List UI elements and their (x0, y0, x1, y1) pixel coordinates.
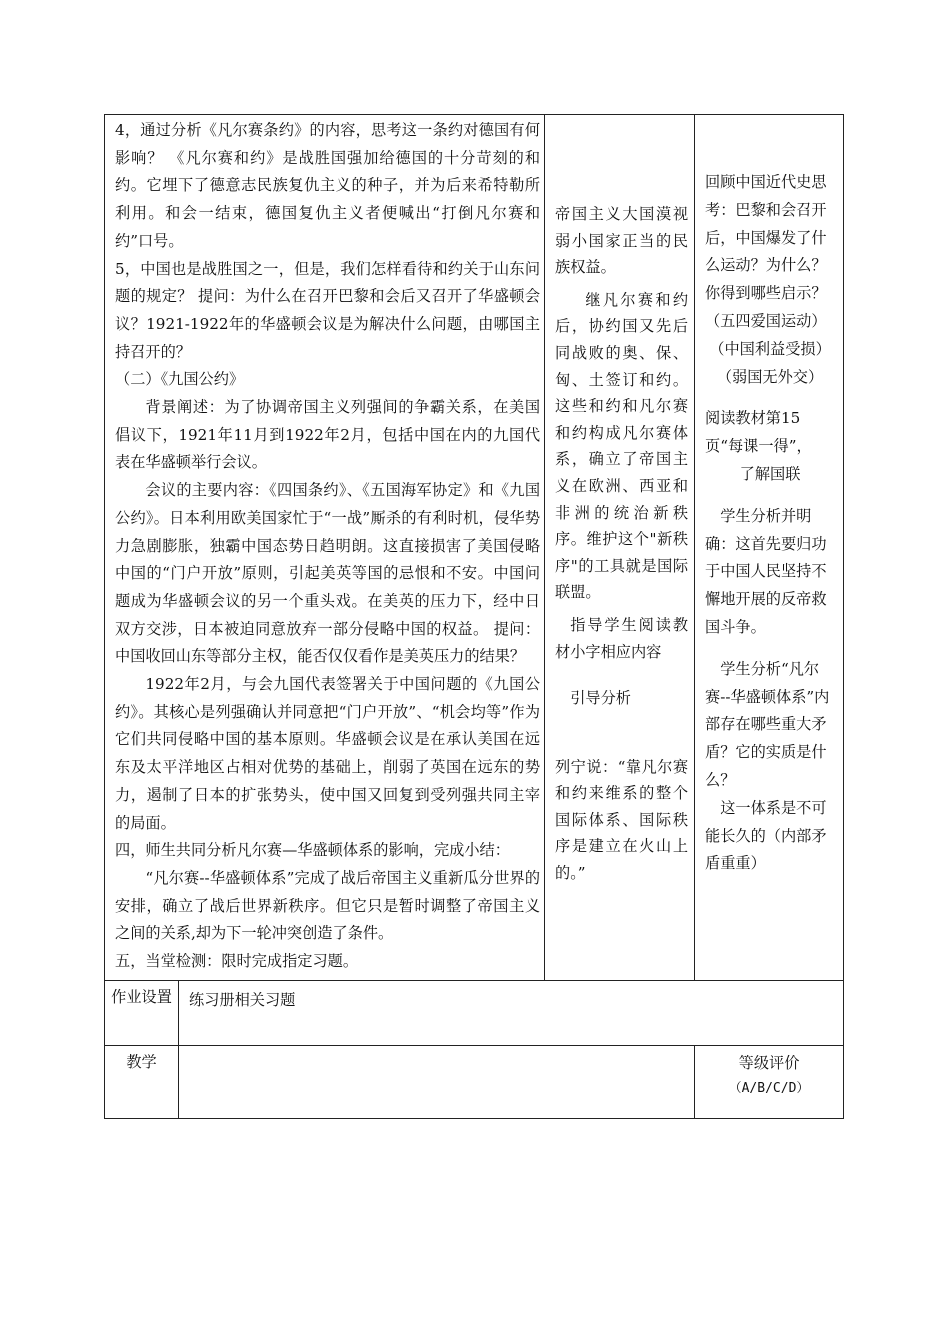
student-note-conclusion: 这一体系是不可能长久的（内部矛盾重重） (705, 798, 827, 873)
student-note-struggle: 学生分析并明确：这首先要归功于中国人民坚持不懈地开展的反帝救国斗争。 (705, 506, 827, 636)
teacher-note-reading-guide: 指导学生阅读教材小字相应内容 (555, 615, 689, 661)
student-note-league: 了解国联 (739, 464, 801, 483)
grade-cell (695, 1045, 844, 1118)
teacher-activity-cell (545, 115, 695, 981)
student-note-review: 回顾中国近代史思考：巴黎和会召开后，中国爆发了什么运动？为什么？你得到哪些启示？（五四爱国运动） (705, 173, 827, 330)
homework-content: 练习册相关习题 (189, 990, 296, 1009)
evaluation-row (105, 1045, 844, 1118)
lesson-plan-sheet (104, 114, 843, 1119)
content-row (105, 115, 844, 981)
grade-label: 等级评价 (738, 1053, 800, 1072)
homework-label: 作业设置 (105, 980, 179, 1045)
teaching-process-cell (105, 115, 545, 981)
paragraph-versailles-impact: 4，通过分析《凡尔赛条约》的内容，思考这一条约对德国有何影响？ 《凡尔赛和约》是战胜国强加给德国的十分苛刻的和约。它埋下了德意志民族复仇主义的种子，并为后来希特勒所利用。和会一结束，德国复仇主义者便喊出“打倒凡尔赛和约”口号。 (115, 121, 541, 250)
paragraph-summary: “凡尔赛--华盛顿体系”完成了战后帝国主义重新瓜分世界的安排，确立了战后世界新秩序。但它只是暂时调整了帝国主义之间的关系,却为下一轮冲突创造了条件。 (115, 868, 541, 943)
lesson-plan-table (104, 114, 844, 1119)
evaluation-label: 教学 (105, 1045, 179, 1118)
paragraph-conference-content: 会议的主要内容：《四国条约》、《五国海军协定》和《九国公约》。日本利用欧美国家忙于“一战”厮杀的有利时机，侵华势力急剧膨胀，独霸中国态势日趋明朗。这直接损害了美国侵略中国的“门户开放”原则，引起美英等国的忌恨和不安。中国问题成为华盛顿会议的另一个重头戏。在美英的压力下，经中日双方交涉，日本被迫同意放弃一部分侵略中国的权益。 提问：中国收回山东等部分主权，能否仅仅看作是美英压力的结果？ (115, 481, 541, 666)
evaluation-blank-cell (179, 1045, 695, 1118)
student-activity-text (695, 115, 843, 878)
paragraph-system-analysis: 四，师生共同分析凡尔赛—华盛顿体系的影响，完成小结： (115, 841, 510, 860)
paragraph-exercise: 五，当堂检测：限时完成指定习题。 (115, 952, 358, 971)
student-note-reading: 阅读教材第15页“每课一得”， (705, 409, 812, 456)
paragraph-nine-power-treaty: 1922年2月，与会九国代表签署关于中国问题的《九国公约》。其核心是列强确认并同意把“门户开放”、“机会均等”作为它们共同侵略中国的基本原则。华盛顿会议是在承认美国在远东及太平洋地区占相对优势的基础上，削弱了英国在远东的势力，遏制了日本的扩张势头，使中国又回复到受列强共同主宰的局面。 (115, 675, 541, 832)
student-activity-cell (695, 115, 844, 981)
student-note-lessons: （中国利益受损）（弱国无外交） (709, 339, 831, 386)
student-note-contradictions: 学生分析“凡尔赛--华盛顿体系”内部存在哪些重大矛盾？它的实质是什么？ (705, 659, 830, 789)
paragraph-background: 背景阐述：为了协调帝国主义列强间的争霸关系，在美国倡议下，1921年11月到1922年2月，包括中国在内的九国代表在华盛顿举行会议。 (115, 398, 541, 472)
teacher-note-guided-analysis: 引导分析 (570, 689, 631, 708)
homework-row (105, 980, 844, 1045)
teacher-activity-text (545, 115, 694, 887)
paragraph-shandong-question: 5，中国也是战胜国之一，但是，我们怎样看待和约关于山东问题的规定？ 提问：为什么在召开巴黎和会后又召开了华盛顿会议？1921-1922年的华盛顿会议是为解决什么问题，由哪国主持召开的？ (115, 259, 541, 361)
teacher-note-lenin-quote: 列宁说：“靠凡尔赛和约来维系的整个国际体系、国际秩序是建立在火山上的。” (555, 757, 689, 883)
section-heading-nine-power-treaty: （二）《九国公约》 (115, 370, 245, 389)
homework-content-cell (179, 980, 844, 1045)
grade-options: （A/B/C/D） (728, 1080, 810, 1096)
teacher-note-versailles-system: 继凡尔赛和约后，协约国又先后同战败的奥、保、匈、土签订和约。这些和约和凡尔赛和约构成凡尔赛体系，确立了帝国主义在欧洲、西亚和非洲的统治新秩序。维护这个"新秩序"的工具就是国际联盟。 (555, 290, 689, 602)
teaching-process-text (105, 115, 544, 980)
teacher-note-powers: 帝国主义大国漠视弱小国家正当的民族权益。 (555, 205, 689, 277)
